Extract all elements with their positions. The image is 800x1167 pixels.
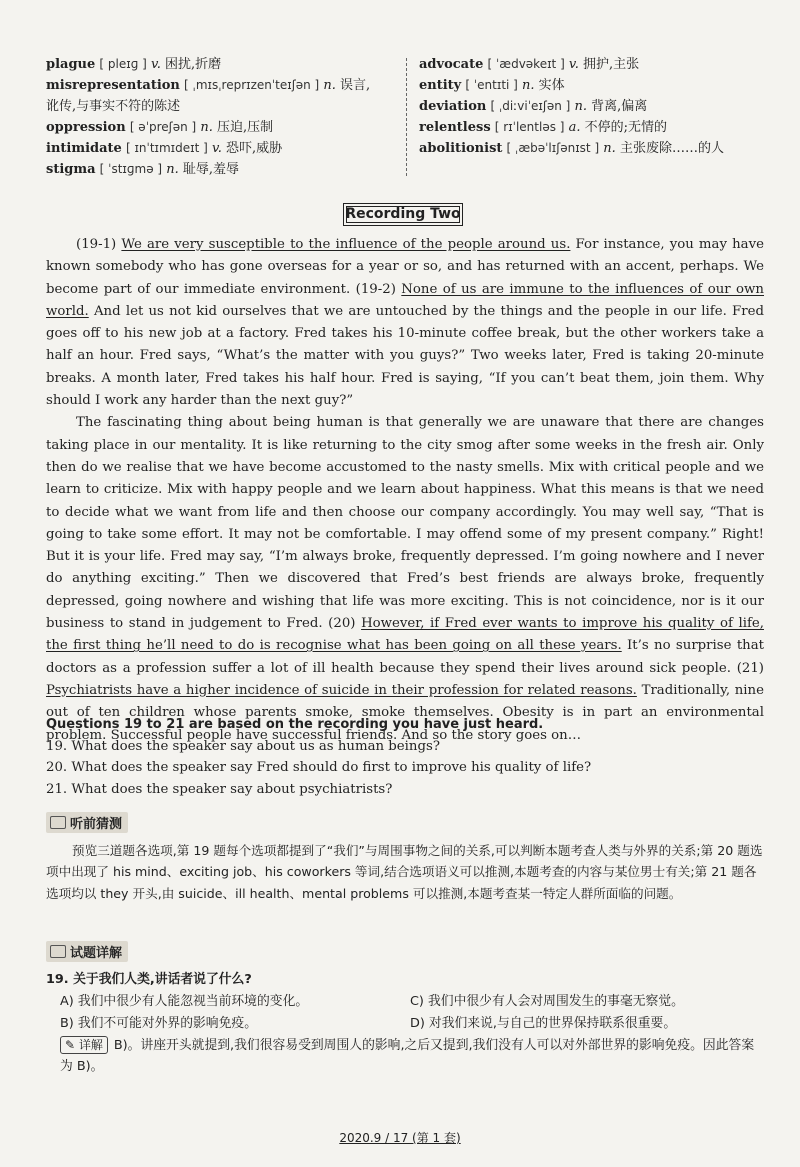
preview-tag <box>46 812 128 833</box>
question-item: 19. What does the speaker say about us as human beings? <box>46 738 440 754</box>
vocab-definition: 恐吓,威胁 <box>226 141 283 156</box>
section-title: Recording Two <box>343 203 463 226</box>
underlined-sentence: None of us are immune to the influences of our own world. <box>46 281 764 319</box>
vocab-pos: a. <box>568 120 581 135</box>
vocab-word: plague <box>46 57 96 72</box>
questions <box>46 714 764 800</box>
vocab-pos: v. <box>211 141 222 156</box>
vocab-phonetic: [ ɪnˈtɪmɪdeɪt ] <box>125 141 208 155</box>
transcript <box>46 234 764 747</box>
vocab-definition: 实体 <box>538 78 565 93</box>
vocab-column-right <box>419 54 769 159</box>
page-footer <box>0 1129 800 1146</box>
vocab-definition: 耻辱,羞辱 <box>182 162 240 177</box>
option-c: C) 我们中很少有人会对周围发生的事毫无察觉。 <box>410 993 684 1009</box>
vocab-phonetic: [ ˈædvəkeɪt ] <box>487 57 565 71</box>
underlined-sentence: Psychiatrists have a higher incidence of suicide in their profession for related reasons. <box>46 682 637 698</box>
detail-label: ✎ 详解 <box>60 1036 108 1054</box>
option-a: A) 我们中很少有人能忽视当前环境的变化。 <box>60 993 309 1009</box>
vocab-phonetic: [ rɪˈlentləs ] <box>494 120 565 134</box>
vocab-entry <box>46 54 396 75</box>
vocab-definition: 困扰,折磨 <box>165 57 222 72</box>
column-divider <box>406 58 407 176</box>
vocab-entry <box>46 117 396 138</box>
vocab-word: intimidate <box>46 141 122 156</box>
notebook-icon <box>50 816 66 829</box>
options <box>46 991 764 1035</box>
text-run: It’s no surprise that doctors as a profession suffer a lot of ill health because they spend their lives around sick people. (21) <box>46 638 764 676</box>
vocab-word: stigma <box>46 162 96 177</box>
option-b: B) 我们不可能对外界的影响免疫。 <box>60 1015 257 1031</box>
detail-label-text: 详解 <box>78 1037 103 1052</box>
footer-text: 2020.9 / 17 (第 1 套) <box>339 1131 461 1145</box>
vocab-phonetic: [ ˌæbəˈlɪʃənɪst ] <box>506 141 600 155</box>
vocab-pos: n. <box>323 78 336 93</box>
vocab-definition-cont: 讹传,与事实不符的陈述 <box>46 99 181 114</box>
vocab-entry <box>419 117 769 138</box>
preview-text: 预览三道题各选项,第 19 题每个选项都提到了“我们”与周围事物之间的关系,可以判断本题考查人类与外界的关系;第 20 题选项中出现了 his mind、exciting job、his coworkers 等词,结合选项语义可以推测,本题考查的内容与某位男士有关;第 21 题各选项均以 they 开头,由 suicide、ill health、mental problems 可以推测,本题考查某一特定人群所面临的问题。 <box>46 843 763 901</box>
detail-tag-label: 试题详解 <box>70 946 123 961</box>
vocab-pos: n. <box>522 78 535 93</box>
vocab-pos: n. <box>603 141 616 156</box>
detail-tag <box>46 941 128 962</box>
vocab-pos: v. <box>150 57 161 72</box>
vocab-phonetic: [ əˈpreʃən ] <box>129 120 197 134</box>
vocab-phonetic: [ ˌdiːviˈeɪʃən ] <box>490 99 571 113</box>
text-run: And let us not kid ourselves that we are untouched by the things and the people in our life. Fred goes off to his new job at a factory. Fred takes his 10-minute coffee break, but the other workers take a half an hour. Fred says, “What’s the matter with you guys?” Two weeks later, Fred is taking 20-minute breaks. A month later, Fred takes his half hour. Fred is saying, “If you can’t beat them, join them. Why should I work any harder than the next guy?” <box>46 303 764 409</box>
vocab-entry <box>46 159 396 180</box>
option-d: D) 对我们来说,与自己的世界保持联系很重要。 <box>410 1015 677 1031</box>
preview-section <box>46 840 764 904</box>
text-run: (19-1) <box>76 237 122 252</box>
underlined-sentence: We are very susceptible to the influence of the people around us. <box>121 237 571 252</box>
vocab-entry <box>419 54 769 75</box>
detail-body: B)。讲座开头就提到,我们很容易受到周围人的影响,之后又提到,我们没有人可以对外部世界的影响免疫。因此答案为 B)。 <box>60 1037 755 1074</box>
question-item: 20. What does the speaker say Fred should do first to improve his quality of life? <box>46 760 592 775</box>
vocab-definition: 压迫,压制 <box>216 120 274 135</box>
vocab-entry <box>46 138 396 159</box>
vocab-phonetic: [ ˈentɪti ] <box>465 78 518 92</box>
vocab-entry <box>419 96 769 117</box>
vocab-pos: v. <box>568 57 579 72</box>
transcript-paragraph <box>46 234 764 412</box>
vocab-definition: 背离,偏离 <box>591 99 648 114</box>
vocab-entry <box>419 75 769 96</box>
vocab-definition: 拥护,主张 <box>582 57 640 72</box>
vocab-pos: n. <box>574 99 588 114</box>
vocab-entry <box>419 138 769 159</box>
vocab-word: deviation <box>419 99 487 114</box>
vocab-definition: 误言, <box>340 78 371 93</box>
vocab-phonetic: [ pleɪɡ ] <box>99 57 147 71</box>
text-run: For instance, you may have known somebody who has gone overseas for a year or so, and has returned with an accent, perhaps. We become part of our immediate environment. (19-2) <box>46 237 764 297</box>
detail-text <box>46 1035 764 1078</box>
vocab-word: entity <box>419 78 462 93</box>
vocab-word: abolitionist <box>419 141 503 156</box>
preview-tag-label: 听前猜测 <box>70 817 123 832</box>
transcript-paragraph <box>46 412 764 746</box>
questions-heading: Questions 19 to 21 are based on the recording you have just heard. <box>46 717 544 732</box>
vocab-entry <box>46 75 396 117</box>
underlined-sentence: However, if Fred ever wants to improve his quality of life, the first thing he’ll need to do is recognise what has been going on all these years. <box>46 616 764 654</box>
vocab-word: relentless <box>419 120 491 135</box>
vocab-definition: 主张废除……的人 <box>619 141 724 156</box>
notebook-icon <box>50 945 66 958</box>
question-item: 21. What does the speaker say about psychiatrists? <box>46 781 393 797</box>
vocab-phonetic: [ ˌmɪsˌreprɪzenˈteɪʃən ] <box>184 78 320 92</box>
vocab-word: oppression <box>46 120 126 135</box>
vocab-column-left <box>46 54 396 180</box>
vocab-pos: n. <box>166 162 179 177</box>
vocab-definition: 不停的;无情的 <box>584 120 668 135</box>
question-19-explanation <box>46 969 764 1078</box>
vocab-word: misrepresentation <box>46 78 180 93</box>
question-19-title: 19. 关于我们人类,讲话者说了什么? <box>46 972 252 987</box>
vocab-pos: n. <box>200 120 213 135</box>
text-run: The fascinating thing about being human is that generally we are unaware that there are changes taking place in our mentality. It is like returning to the city smog after some weeks in the fresh air. Only then do we realise that we have become accustomed to the nasty smells. Mix with critical people and we learn to criticize. Mix with happy people and we learn about happiness. What this means is that we need to decide what we want from life and then choose our company accordingly. You may well say, “That is going to take some effort. It may not be comfortable. I may offend some of my present company.” Right! But it is your life. Fred may say, “I’m always broke, frequently depressed. I’m going nowhere and I never do anything exciting.” Then we discovered that Fred’s best friends are always broke, frequently depressed, going nowhere and wishing that life was more exciting. This is not coincidence, nor is it our business to stand in judgement to Fred. (20) <box>46 415 764 632</box>
text-run: Traditionally, nine out of ten children whose parents smoke, smoke themselves. Obesity is in part an environmental problem. Successful people have successful friends. And so the story goes on… <box>46 682 764 743</box>
vocab-phonetic: [ ˈstɪɡmə ] <box>99 162 163 176</box>
vocab-word: advocate <box>419 57 484 72</box>
